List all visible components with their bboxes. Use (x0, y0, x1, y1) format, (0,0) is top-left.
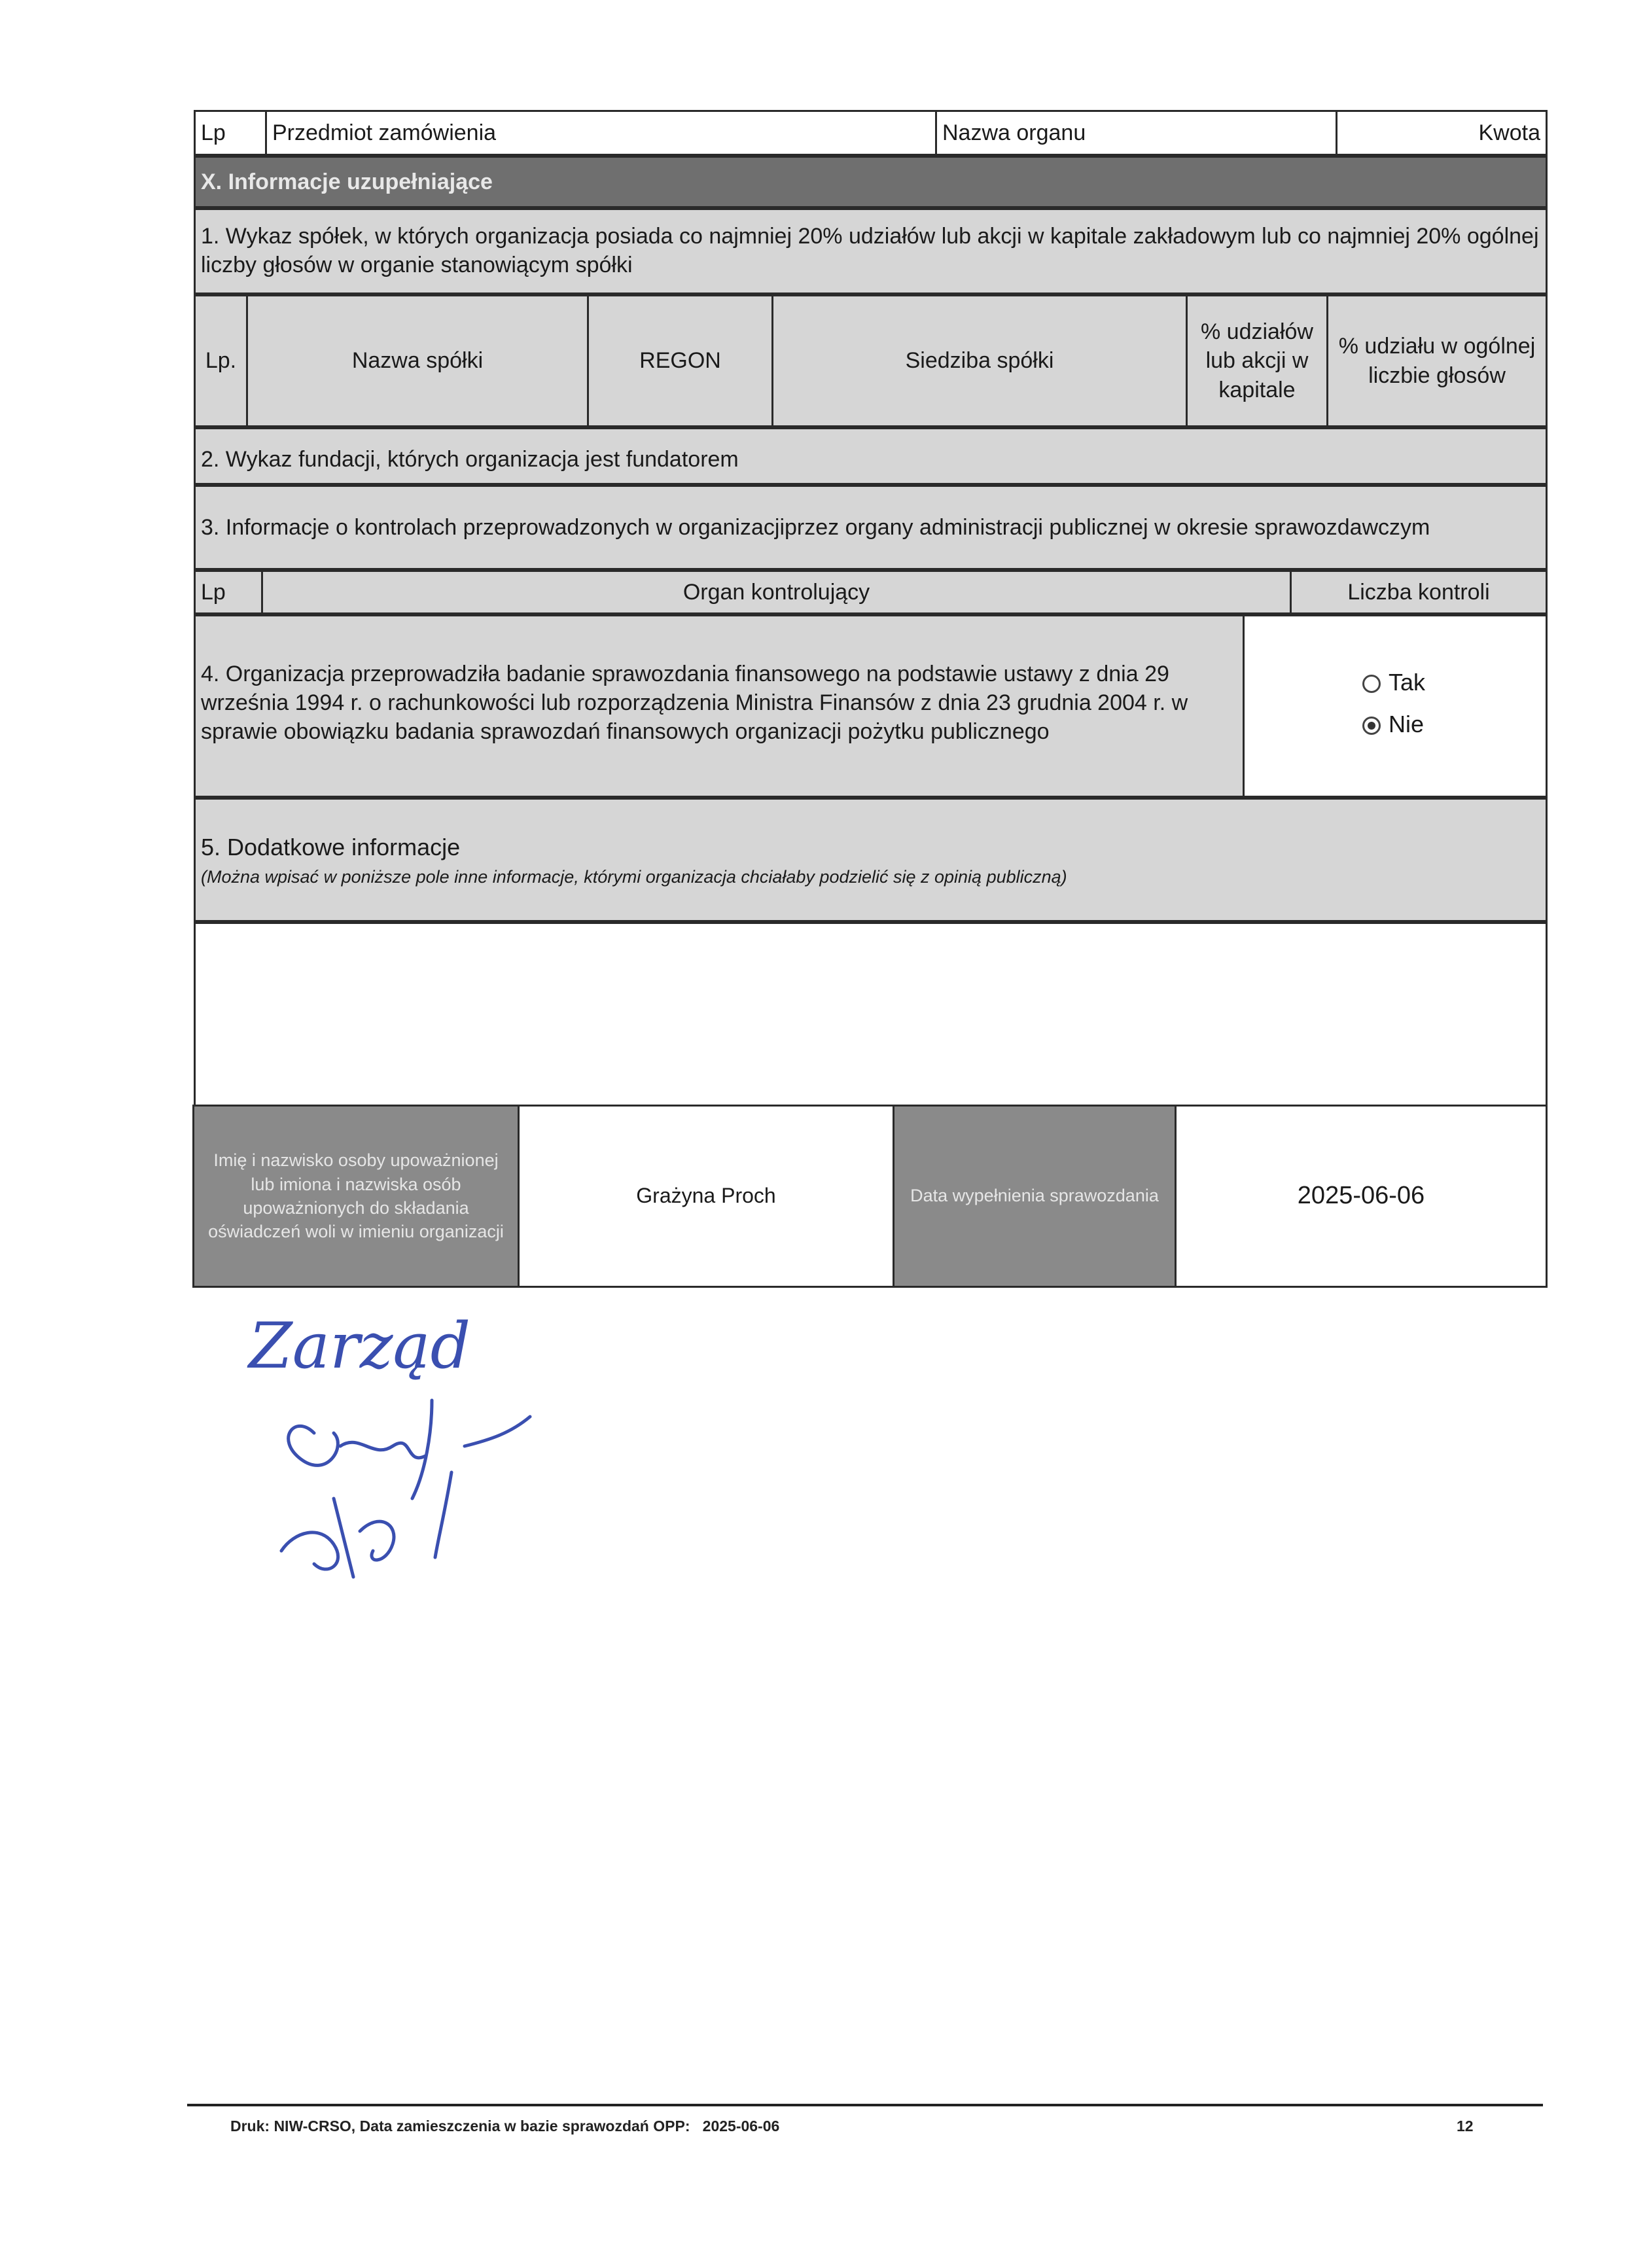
handwritten-signatures (236, 1302, 602, 1603)
header-przedmiot: Przedmiot zamówienia (265, 110, 937, 156)
date-label: Data wypełnienia sprawozdania (893, 1105, 1177, 1288)
item5-title: 5. Dodatkowe informacje (201, 834, 461, 860)
item1-col-regon: REGON (587, 294, 773, 427)
item1-col-nazwa: Nazwa spółki (246, 294, 589, 427)
person-value: Grażyna Proch (518, 1105, 894, 1288)
item1-col-lp: Lp. (194, 294, 248, 427)
item3-text: 3. Informacje o kontrolach przeprowadzonych w organizacjiprzez organy administracji publicznej w okresie sprawozdawczym (194, 485, 1548, 570)
item1-col-siedziba: Siedziba spółki (771, 294, 1188, 427)
item1-col-glosy: % udziału w ogólnej liczbie głosów (1326, 294, 1548, 427)
radio-yes-icon[interactable] (1362, 675, 1381, 693)
section-x-title: X. Informacje uzupełniające (194, 156, 1548, 208)
header-kwota: Kwota (1336, 110, 1548, 156)
item5-hint: (Można wpisać w poniższe pole inne informacje, którymi organizacja chciałaby podzielić się z opinią publiczną) (201, 866, 1067, 887)
item1-col-udzialy: % udziałów lub akcji w kapitale (1186, 294, 1328, 427)
item1-text: 1. Wykaz spółek, w których organizacja posiada co najmniej 20% udziałów lub akcji w kapitale zakładowym lub co najmniej 20% ogólnej liczby głosów w organie stanowiącym spółki (194, 208, 1548, 294)
item5-input[interactable] (194, 922, 1548, 1107)
item3-col-organ: Organ kontrolujący (261, 570, 1292, 614)
person-label: Imię i nazwisko osoby upoważnionej lub imiona i nazwiska osób upoważnionych do składania oświadczeń woli w imieniu organizacji (192, 1105, 520, 1288)
header-lp: Lp (194, 110, 267, 156)
header-nazwa-organu: Nazwa organu (935, 110, 1337, 156)
item5-header (194, 798, 1548, 922)
item2-text: 2. Wykaz fundacji, których organizacja jest fundatorem (194, 427, 1548, 485)
signature-1 (289, 1400, 530, 1498)
footer-rule (187, 2104, 1543, 2106)
option-yes[interactable] (1362, 667, 1425, 698)
item3-col-lp: Lp (194, 570, 263, 614)
option-no-label: Nie (1389, 711, 1425, 737)
item3-col-liczba: Liczba kontroli (1290, 570, 1548, 614)
radio-no-icon[interactable] (1362, 717, 1381, 735)
option-no[interactable] (1362, 709, 1424, 740)
item4-text: 4. Organizacja przeprowadziła badanie sprawozdania finansowego na podstawie ustawy z dnia 29 września 1994 r. o rachunkowości lub rozporządzenia Ministra Finansów z dnia 23 grudnia 2004 r. w sprawie obowiązku badania sprawozdań finansowych organizacji pożytku publicznego (194, 614, 1245, 798)
page-number: 12 (1457, 2117, 1474, 2135)
handwritten-note: Zarząd (249, 1309, 471, 1383)
option-yes-label: Tak (1389, 669, 1426, 696)
footer-text: Druk: NIW-CRSO, Data zamieszczenia w bazie sprawozdań OPP: 2025-06-06 (230, 2117, 780, 2135)
item4-options (1243, 614, 1548, 798)
signature-2 (281, 1472, 452, 1577)
date-value: 2025-06-06 (1175, 1105, 1548, 1288)
